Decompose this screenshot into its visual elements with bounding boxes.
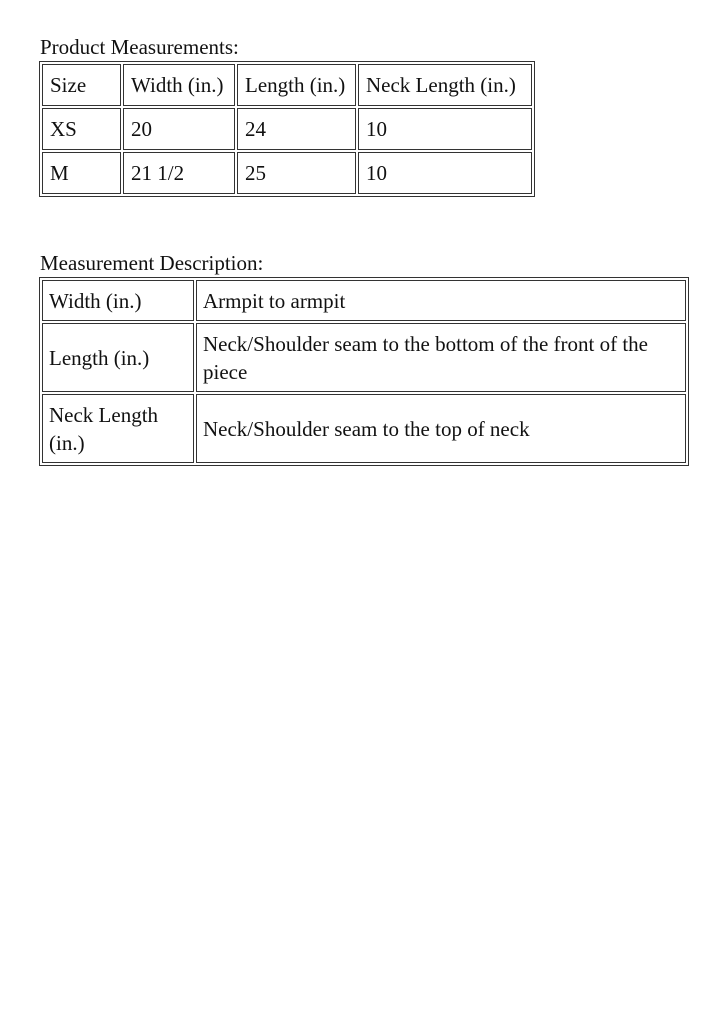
table-row (42, 394, 686, 463)
product-measurements-table (39, 61, 535, 197)
cell-neck-length: 10 (358, 152, 532, 194)
header-neck-length: Neck Length (in.) (358, 64, 532, 106)
description-term: Neck Length (in.) (42, 394, 194, 463)
table-row (42, 108, 532, 150)
description-text: Neck/Shoulder seam to the top of neck (196, 394, 686, 463)
cell-size: XS (42, 108, 121, 150)
description-text: Armpit to armpit (196, 280, 686, 321)
header-width: Width (in.) (123, 64, 235, 106)
product-measurements-caption: Product Measurements: (40, 35, 239, 59)
measurement-description-table (39, 277, 689, 466)
header-length: Length (in.) (237, 64, 356, 106)
table-row (42, 323, 686, 392)
cell-width: 20 (123, 108, 235, 150)
cell-length: 24 (237, 108, 356, 150)
cell-size: M (42, 152, 121, 194)
description-term: Length (in.) (42, 323, 194, 392)
cell-neck-length: 10 (358, 108, 532, 150)
cell-width: 21 1/2 (123, 152, 235, 194)
header-size: Size (42, 64, 121, 106)
cell-length: 25 (237, 152, 356, 194)
description-term: Width (in.) (42, 280, 194, 321)
measurement-description-caption: Measurement Description: (40, 251, 264, 275)
table-row (42, 152, 532, 194)
description-text: Neck/Shoulder seam to the bottom of the front of the piece (196, 323, 686, 392)
table-row (42, 280, 686, 321)
table-header-row (42, 64, 532, 106)
